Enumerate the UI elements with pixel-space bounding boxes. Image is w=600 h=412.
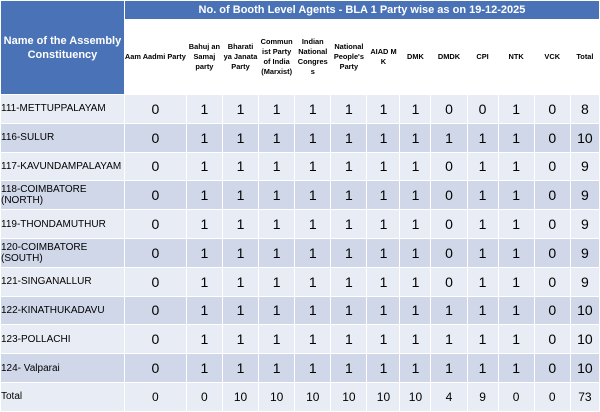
agent-count-cell: 0 — [186, 382, 222, 411]
agent-count-cell: 1 — [259, 267, 295, 296]
agent-count-cell: 1 — [400, 267, 431, 296]
constituency-name: 120-COIMBATORE (SOUTH) — [1, 238, 125, 267]
row-total-cell: 10 — [570, 354, 599, 383]
agent-count-cell: 0 — [124, 296, 186, 325]
agent-count-cell: 1 — [498, 238, 534, 267]
agent-count-cell: 1 — [331, 267, 367, 296]
agent-count-cell: 1 — [400, 181, 431, 210]
agent-count-cell: 1 — [400, 123, 431, 152]
agent-count-cell: 0 — [534, 152, 570, 181]
agent-count-cell: 0 — [124, 210, 186, 239]
agent-count-cell: 1 — [467, 123, 498, 152]
agent-count-cell: 1 — [400, 354, 431, 383]
agent-count-cell: 1 — [367, 181, 400, 210]
party-header: VCK — [534, 20, 570, 95]
constituency-name: 118-COIMBATORE (NORTH) — [1, 181, 125, 210]
agent-count-cell: 1 — [259, 238, 295, 267]
agent-count-cell: 0 — [498, 382, 534, 411]
row-total-cell: 73 — [570, 382, 599, 411]
agent-count-cell: 4 — [431, 382, 467, 411]
agent-count-cell: 1 — [295, 354, 331, 383]
row-total-cell: 10 — [570, 325, 599, 354]
agent-count-cell: 1 — [498, 267, 534, 296]
agent-count-cell: 0 — [431, 267, 467, 296]
agent-count-cell: 0 — [124, 325, 186, 354]
agent-count-cell: 1 — [222, 210, 258, 239]
agent-count-cell: 1 — [259, 152, 295, 181]
agent-count-cell: 1 — [295, 325, 331, 354]
agent-count-cell: 1 — [186, 325, 222, 354]
party-header: Total — [570, 20, 599, 95]
agent-count-cell: 1 — [259, 95, 295, 124]
agent-count-cell: 0 — [431, 95, 467, 124]
agent-count-cell: 1 — [467, 181, 498, 210]
agent-count-cell: 1 — [259, 325, 295, 354]
row-total-cell: 9 — [570, 210, 599, 239]
agent-count-cell: 1 — [222, 181, 258, 210]
row-total-cell: 9 — [570, 152, 599, 181]
party-header: AIAD M K — [367, 20, 400, 95]
agent-count-cell: 1 — [498, 296, 534, 325]
agent-count-cell: 1 — [367, 123, 400, 152]
agent-count-cell: 1 — [222, 95, 258, 124]
party-header: Bharati ya Janata Party — [222, 20, 258, 95]
agent-count-cell: 1 — [467, 296, 498, 325]
agent-count-cell: 1 — [295, 152, 331, 181]
agent-count-cell: 1 — [431, 123, 467, 152]
total-label: Total — [1, 382, 125, 411]
agent-count-cell: 1 — [498, 152, 534, 181]
agent-count-cell: 1 — [259, 210, 295, 239]
agent-count-cell: 1 — [467, 238, 498, 267]
agent-count-cell: 1 — [467, 354, 498, 383]
table-row — [1, 210, 600, 239]
constituency-name: 111-METTUPPALAYAM — [1, 95, 125, 124]
total-row — [1, 382, 600, 411]
agent-count-cell: 1 — [467, 152, 498, 181]
agent-count-cell: 0 — [534, 181, 570, 210]
row-total-cell: 10 — [570, 123, 599, 152]
agent-count-cell: 1 — [186, 210, 222, 239]
agent-count-cell: 0 — [431, 210, 467, 239]
agent-count-cell: 1 — [498, 354, 534, 383]
table-row — [1, 296, 600, 325]
agent-count-cell: 1 — [295, 123, 331, 152]
constituency-name: 121-SINGANALLUR — [1, 267, 125, 296]
agent-count-cell: 1 — [367, 325, 400, 354]
constituency-column-header: Name of the Assembly Constituency — [1, 1, 125, 95]
agent-count-cell: 1 — [431, 354, 467, 383]
agent-count-cell: 1 — [222, 354, 258, 383]
constituency-name: 124- Valparai — [1, 354, 125, 383]
agent-count-cell: 1 — [367, 95, 400, 124]
agent-count-cell: 0 — [534, 354, 570, 383]
agent-count-cell: 10 — [295, 382, 331, 411]
agent-count-cell: 1 — [259, 296, 295, 325]
agent-count-cell: 1 — [186, 354, 222, 383]
agent-count-cell: 1 — [331, 210, 367, 239]
agent-count-cell: 1 — [331, 123, 367, 152]
agent-count-cell: 1 — [367, 210, 400, 239]
table-row — [1, 238, 600, 267]
agent-count-cell: 1 — [295, 210, 331, 239]
agent-count-cell: 1 — [331, 325, 367, 354]
agent-count-cell: 1 — [222, 238, 258, 267]
party-header: DMDK — [431, 20, 467, 95]
agent-count-cell: 1 — [498, 325, 534, 354]
agent-count-cell: 1 — [400, 210, 431, 239]
party-header: Aam Aadmi Party — [124, 20, 186, 95]
agent-count-cell: 1 — [331, 152, 367, 181]
agent-count-cell: 0 — [431, 238, 467, 267]
agent-count-cell: 1 — [498, 95, 534, 124]
agent-count-cell: 1 — [431, 325, 467, 354]
agent-count-cell: 0 — [124, 382, 186, 411]
agent-count-cell: 1 — [498, 210, 534, 239]
agent-count-cell: 1 — [186, 123, 222, 152]
agent-count-cell: 9 — [467, 382, 498, 411]
party-header: DMK — [400, 20, 431, 95]
agent-count-cell: 1 — [295, 296, 331, 325]
agent-count-cell: 1 — [222, 325, 258, 354]
agent-count-cell: 0 — [534, 95, 570, 124]
agent-count-cell: 1 — [295, 95, 331, 124]
table-row — [1, 152, 600, 181]
agent-count-cell: 0 — [534, 325, 570, 354]
agent-count-cell: 1 — [431, 296, 467, 325]
agent-count-cell: 1 — [498, 181, 534, 210]
table-row — [1, 267, 600, 296]
party-header: Bahuj an Samaj party — [186, 20, 222, 95]
agent-count-cell: 0 — [467, 95, 498, 124]
agent-count-cell: 1 — [259, 123, 295, 152]
agent-count-cell: 1 — [186, 95, 222, 124]
table-title: No. of Booth Level Agents - BLA 1 Party wise as on 19-12-2025 — [124, 1, 599, 20]
agent-count-cell: 1 — [295, 238, 331, 267]
agent-count-cell: 10 — [400, 382, 431, 411]
table-row — [1, 354, 600, 383]
agent-count-cell: 1 — [331, 296, 367, 325]
agent-count-cell: 0 — [534, 382, 570, 411]
agent-count-cell: 0 — [124, 267, 186, 296]
agent-count-cell: 0 — [124, 354, 186, 383]
row-total-cell: 9 — [570, 267, 599, 296]
table-row — [1, 95, 600, 124]
table-row — [1, 123, 600, 152]
agent-count-cell: 1 — [222, 296, 258, 325]
constituency-name: 122-KINATHUKADAVU — [1, 296, 125, 325]
row-total-cell: 8 — [570, 95, 599, 124]
agent-count-cell: 1 — [400, 296, 431, 325]
agent-count-cell: 1 — [186, 267, 222, 296]
agent-count-cell: 0 — [431, 181, 467, 210]
agent-count-cell: 1 — [367, 267, 400, 296]
table-body — [1, 95, 600, 412]
agent-count-cell: 1 — [367, 296, 400, 325]
row-total-cell: 9 — [570, 238, 599, 267]
agent-count-cell: 1 — [400, 238, 431, 267]
agent-count-cell: 1 — [186, 296, 222, 325]
agent-count-cell: 1 — [186, 181, 222, 210]
agent-count-cell: 0 — [124, 238, 186, 267]
agent-count-cell: 0 — [431, 152, 467, 181]
constituency-name: 123-POLLACHI — [1, 325, 125, 354]
party-header: Indian National Congres s — [295, 20, 331, 95]
party-header: National People's Party — [331, 20, 367, 95]
agent-count-cell: 1 — [400, 152, 431, 181]
agent-count-cell: 1 — [259, 181, 295, 210]
agent-count-cell: 1 — [467, 325, 498, 354]
agent-count-cell: 10 — [367, 382, 400, 411]
agent-count-cell: 0 — [124, 123, 186, 152]
party-header: NTK — [498, 20, 534, 95]
agent-count-cell: 0 — [124, 95, 186, 124]
constituency-name: 119-THONDAMUTHUR — [1, 210, 125, 239]
agent-count-cell: 1 — [259, 354, 295, 383]
agent-count-cell: 10 — [259, 382, 295, 411]
row-total-cell: 9 — [570, 181, 599, 210]
constituency-name: 117-KAVUNDAMPALAYAM — [1, 152, 125, 181]
party-header: CPI — [467, 20, 498, 95]
agent-count-cell: 1 — [222, 152, 258, 181]
agent-count-cell: 1 — [400, 95, 431, 124]
party-header: Commun ist Party of India (Marxist) — [259, 20, 295, 95]
row-total-cell: 10 — [570, 296, 599, 325]
agent-count-cell: 0 — [124, 152, 186, 181]
agent-count-cell: 10 — [331, 382, 367, 411]
agent-count-cell: 1 — [467, 210, 498, 239]
agent-count-cell: 1 — [367, 354, 400, 383]
agent-count-cell: 1 — [222, 123, 258, 152]
table-row — [1, 181, 600, 210]
agent-count-cell: 1 — [467, 267, 498, 296]
agent-count-cell: 1 — [331, 354, 367, 383]
agent-count-cell: 0 — [534, 123, 570, 152]
agent-count-cell: 1 — [331, 181, 367, 210]
agent-count-cell: 0 — [534, 238, 570, 267]
agent-count-cell: 1 — [367, 152, 400, 181]
title-row — [1, 1, 600, 20]
agent-count-cell: 10 — [222, 382, 258, 411]
agent-count-cell: 1 — [331, 238, 367, 267]
agent-count-cell: 1 — [498, 123, 534, 152]
agent-count-cell: 1 — [295, 267, 331, 296]
agent-count-cell: 0 — [534, 210, 570, 239]
agent-count-cell: 1 — [186, 238, 222, 267]
table-row — [1, 325, 600, 354]
agent-count-cell: 1 — [331, 95, 367, 124]
agent-count-cell: 1 — [367, 238, 400, 267]
agent-count-cell: 1 — [186, 152, 222, 181]
agent-count-cell: 1 — [222, 267, 258, 296]
agent-count-cell: 0 — [124, 181, 186, 210]
agent-count-cell: 1 — [400, 325, 431, 354]
agent-count-cell: 1 — [295, 181, 331, 210]
agent-count-cell: 0 — [534, 267, 570, 296]
constituency-name: 116-SULUR — [1, 123, 125, 152]
agent-count-cell: 0 — [534, 296, 570, 325]
